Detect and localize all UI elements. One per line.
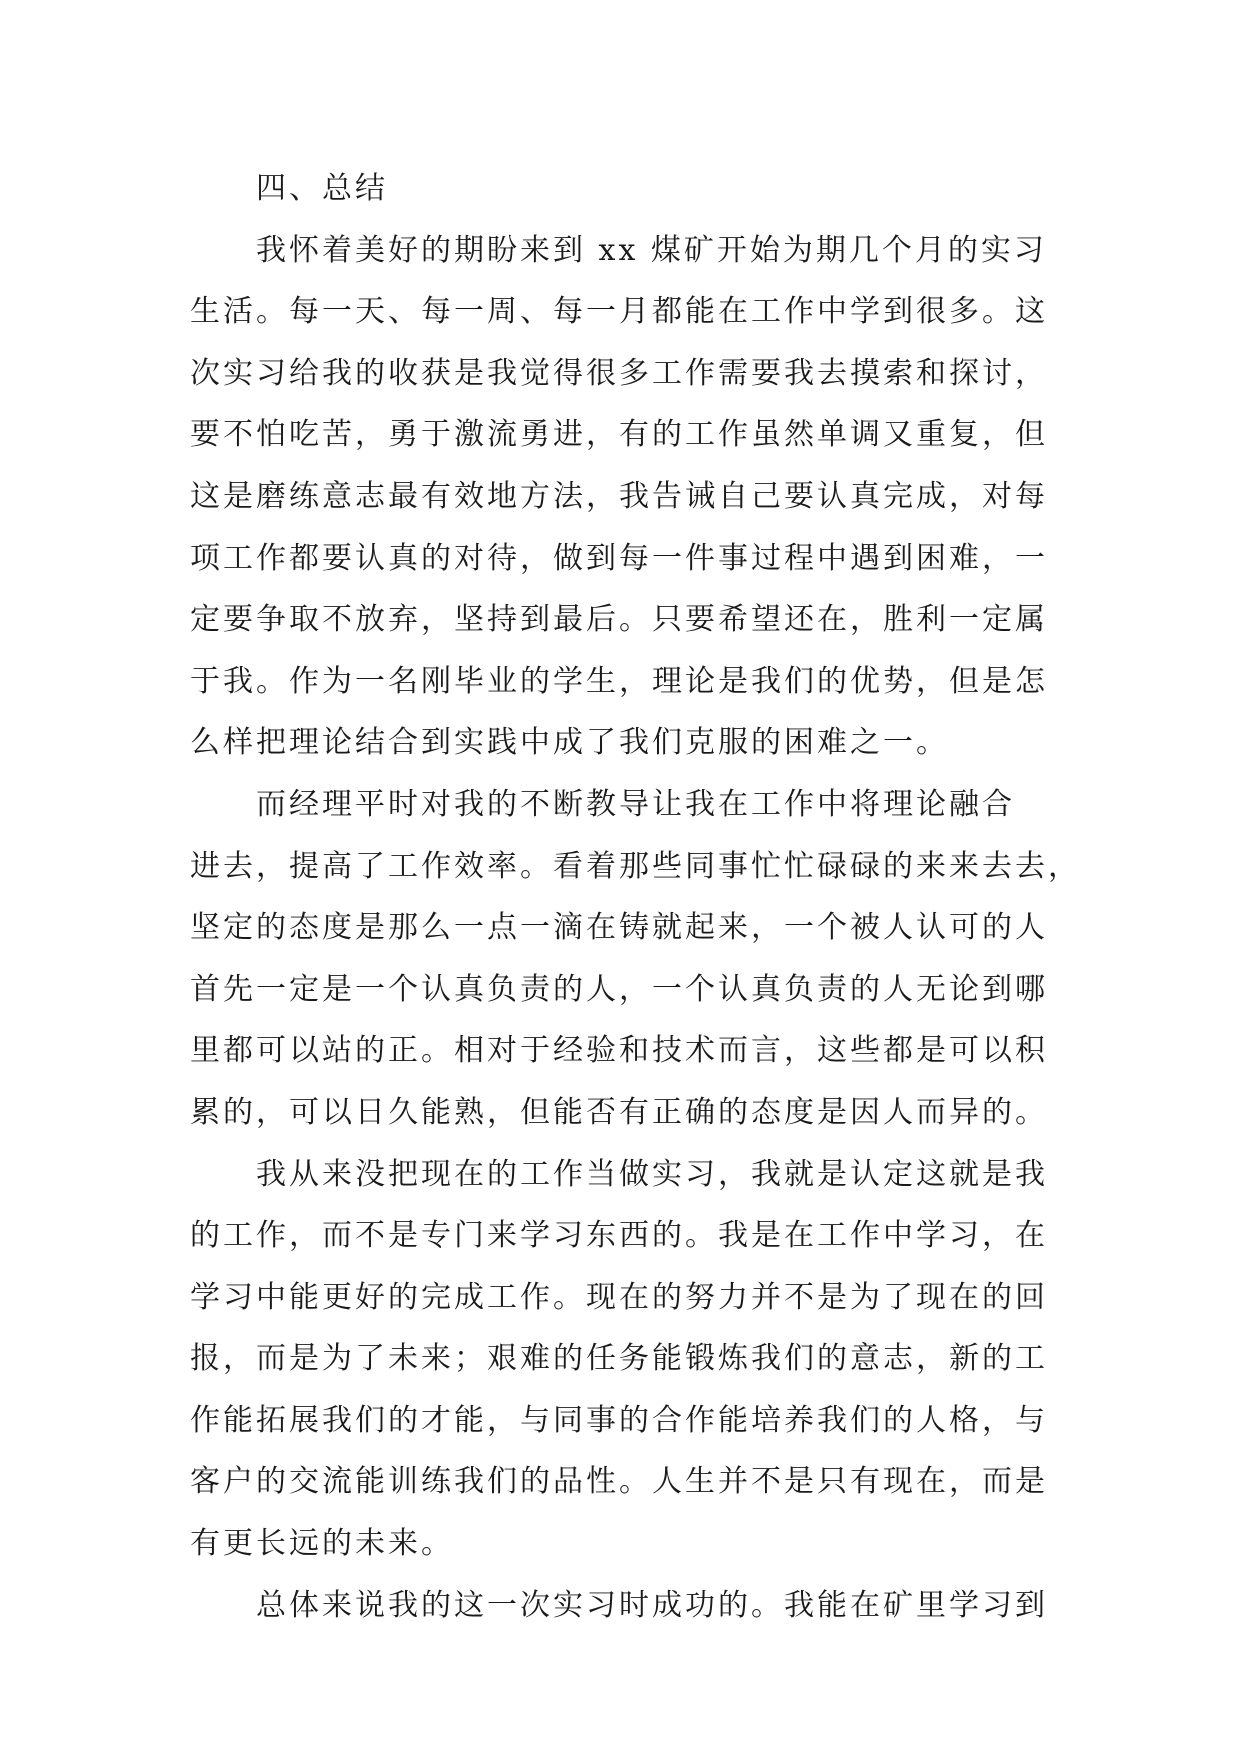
text-line: 作能拓展我们的才能，与同事的合作能培养我们的人格，与 bbox=[190, 1402, 1048, 1438]
text-line: 要不怕吃苦，勇于激流勇进，有的工作虽然单调又重复，但 bbox=[190, 417, 1048, 453]
text-line: 定要争取不放弃，坚持到最后。只要希望还在，胜利一定属 bbox=[190, 602, 1048, 638]
section-heading: 四、总结 bbox=[256, 171, 388, 206]
text-line: 于我。作为一名刚毕业的学生，理论是我们的优势，但是怎 bbox=[190, 663, 1048, 699]
paragraph-3 bbox=[190, 1144, 1060, 1575]
text-line: 的工作，而不是专门来学习东西的。我是在工作中学习，在 bbox=[190, 1218, 1048, 1254]
paragraph-4 bbox=[190, 1575, 1060, 1637]
text-line: 累的，可以日久能熟，但能否有正确的态度是因人而异的。 bbox=[190, 1094, 1048, 1130]
text-line: 报，而是为了未来；艰难的任务能锻炼我们的意志，新的工 bbox=[190, 1341, 1048, 1377]
paragraph-2 bbox=[190, 774, 1081, 1144]
text-line: 而经理平时对我的不断教导让我在工作中将理论融合 bbox=[256, 786, 1015, 822]
text-line: 客户的交流能训练我们的品性。人生并不是只有现在，而是 bbox=[190, 1464, 1048, 1500]
paragraph-1 bbox=[190, 220, 1060, 774]
text-line: 生活。每一天、每一周、每一月都能在工作中学到很多。这 bbox=[190, 294, 1048, 330]
text-line: 有更长远的未来。 bbox=[190, 1526, 454, 1562]
document-body bbox=[190, 158, 1081, 1636]
text-line: 项工作都要认真的对待，做到每一件事过程中遇到困难，一 bbox=[190, 540, 1048, 576]
text-line: 么样把理论结合到实践中成了我们克服的困难之一。 bbox=[190, 725, 949, 761]
text-line: 学习中能更好的完成工作。现在的努力并不是为了现在的回 bbox=[190, 1279, 1048, 1315]
text-line: 我怀着美好的期盼来到 xx 煤矿开始为期几个月的实习 bbox=[256, 232, 1047, 268]
text-line: 总体来说我的这一次实习时成功的。我能在矿里学习到 bbox=[256, 1587, 1048, 1623]
text-line: 我从来没把现在的工作当做实习，我就是认定这就是我 bbox=[256, 1156, 1048, 1192]
text-line: 进去，提高了工作效率。看着那些同事忙忙碌碌的来来去去， bbox=[190, 848, 1081, 884]
text-line: 次实习给我的收获是我觉得很多工作需要我去摸索和探讨， bbox=[190, 355, 1048, 391]
text-line: 里都可以站的正。相对于经验和技术而言，这些都是可以积 bbox=[190, 1033, 1048, 1069]
text-line: 首先一定是一个认真负责的人，一个认真负责的人无论到哪 bbox=[190, 971, 1048, 1007]
text-line: 这是磨练意志最有效地方法，我告诫自己要认真完成，对每 bbox=[190, 478, 1048, 514]
text-line: 坚定的态度是那么一点一滴在铸就起来，一个被人认可的人 bbox=[190, 910, 1048, 946]
